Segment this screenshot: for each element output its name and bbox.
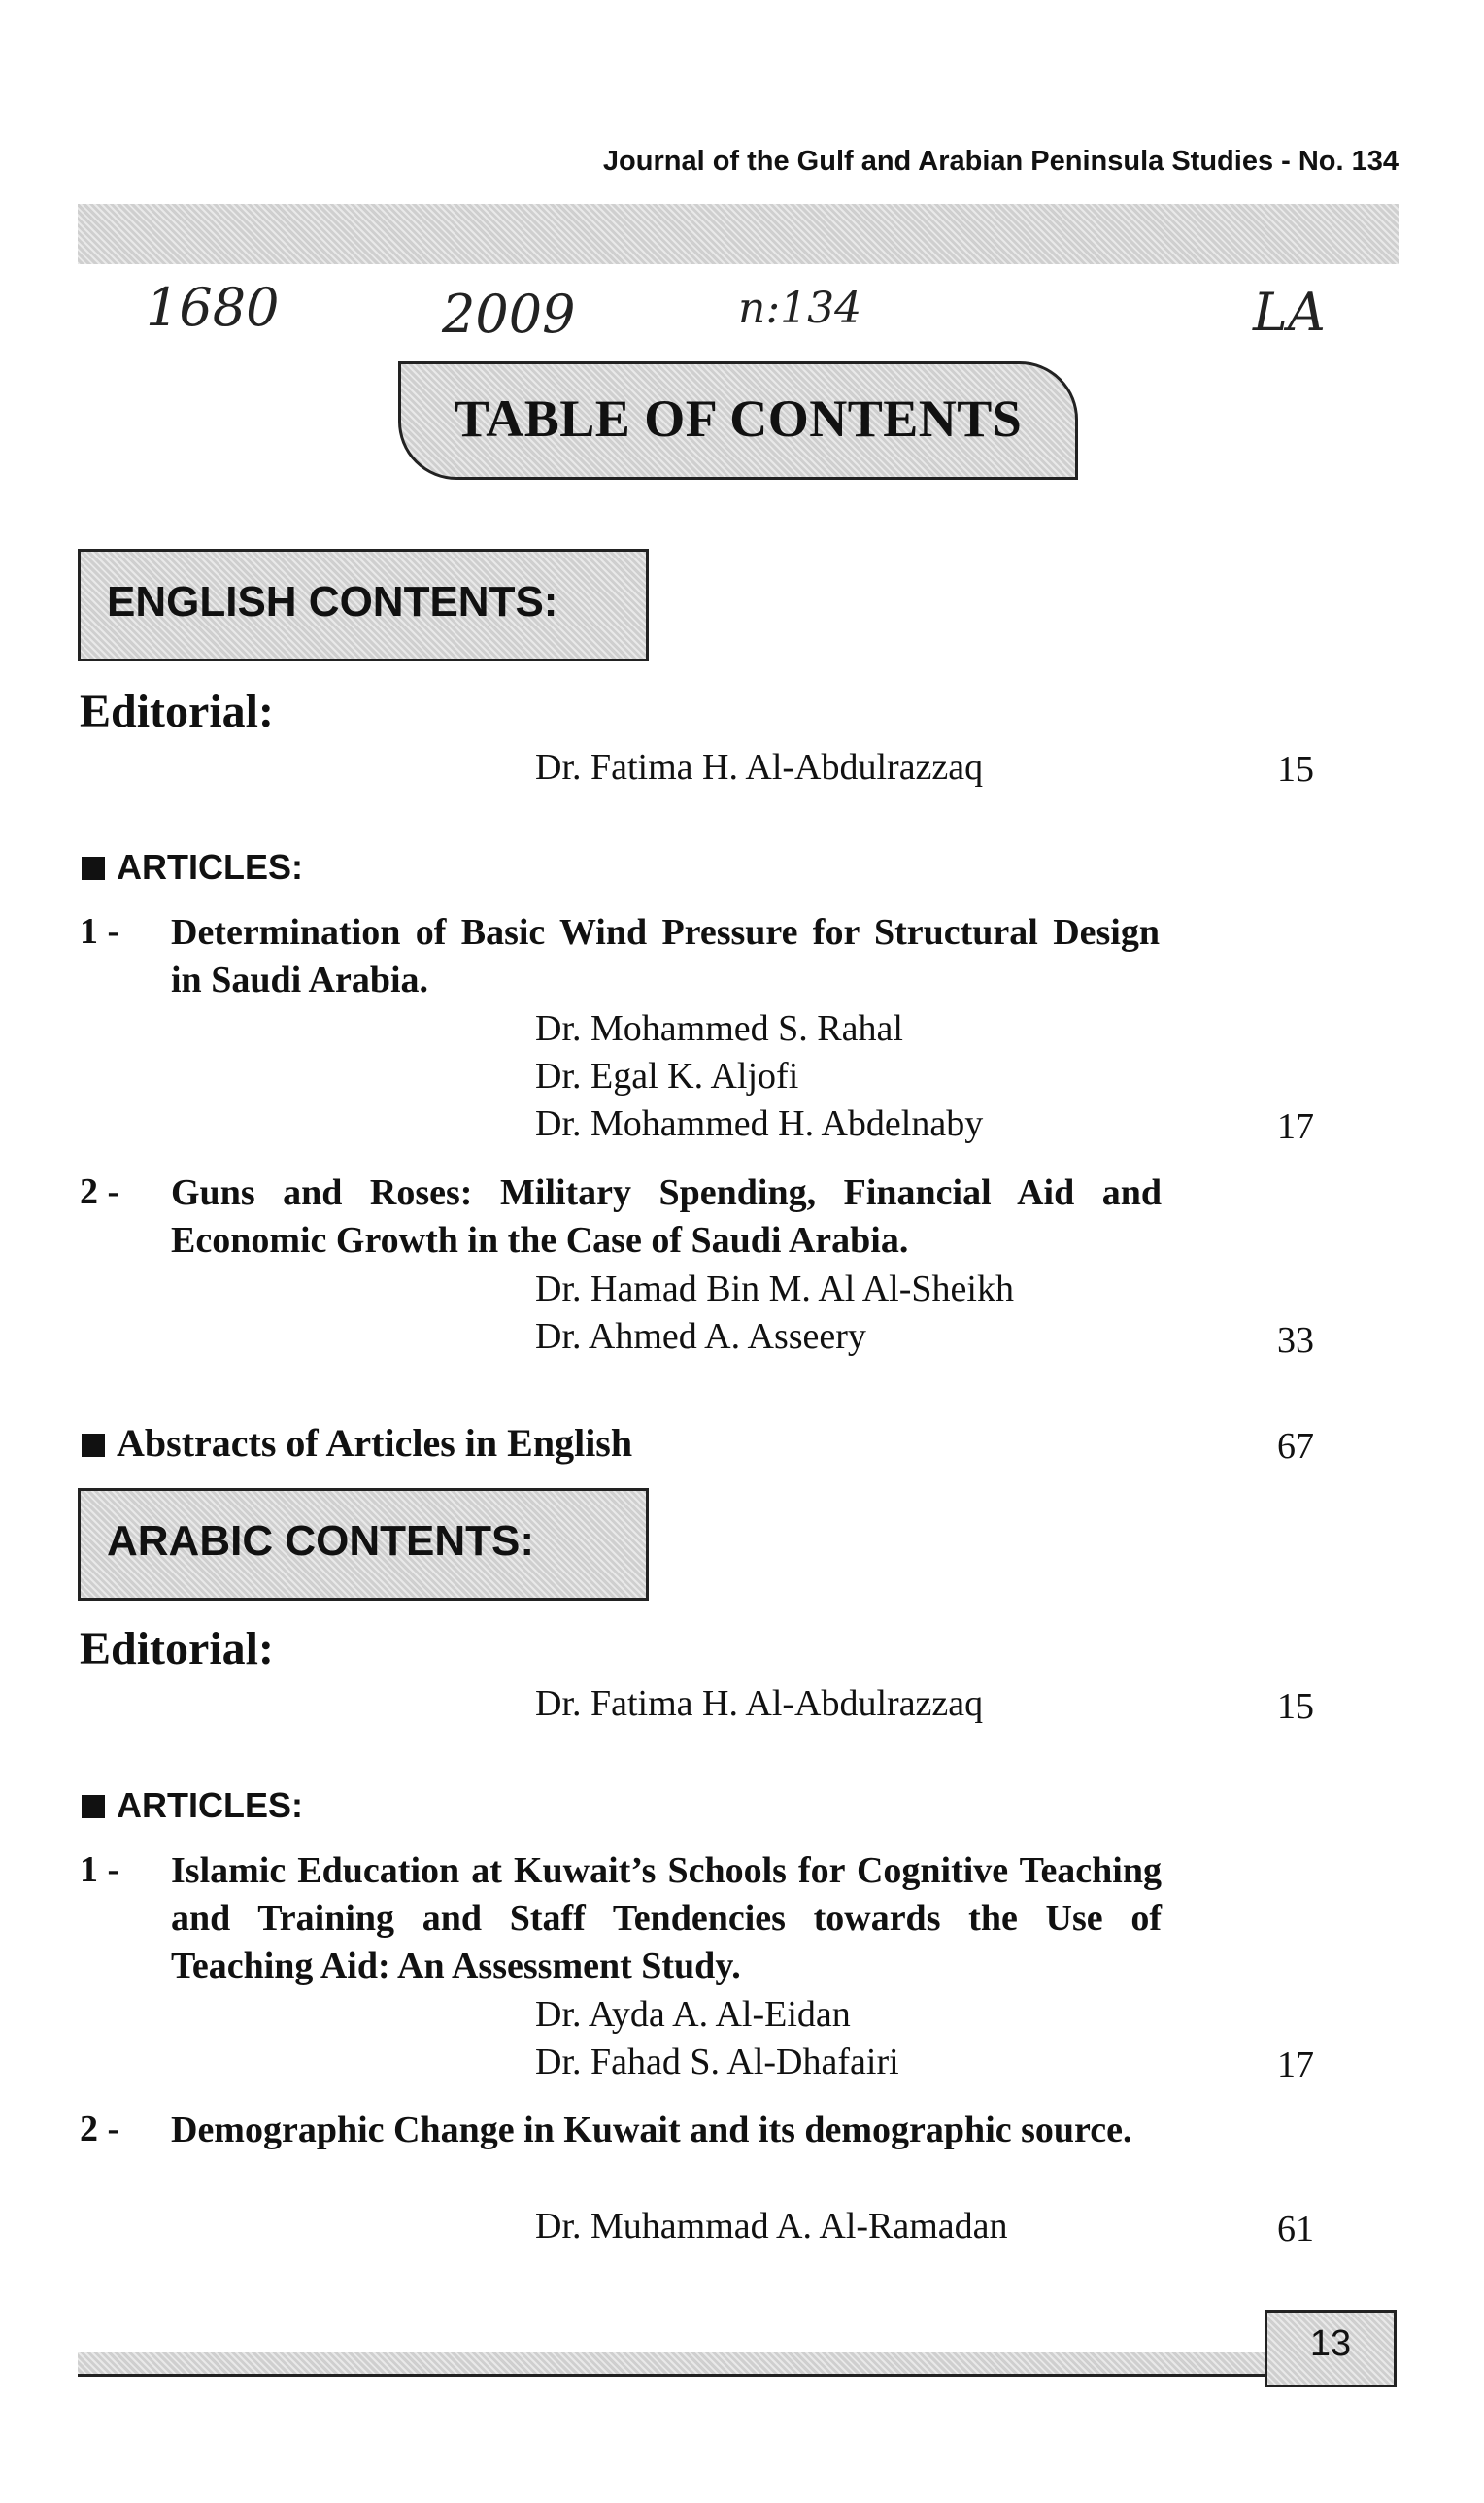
arabic-article-2-author-1: Dr. Muhammad A. Al-Ramadan	[535, 2206, 1008, 2247]
arabic-articles-heading: ARTICLES:	[82, 1785, 303, 1826]
english-article-1-author-1: Dr. Mohammed S. Rahal	[535, 1008, 903, 1049]
handwritten-note-4: LA	[1253, 282, 1326, 343]
arabic-article-2-number: 2 -	[80, 2109, 120, 2149]
arabic-article-1-title: Islamic Education at Kuwait’s Schools for Cognitive Teaching and Training and Staff Tendencies towards the Use of Teaching Aid: An Assessment Study.	[171, 1850, 1162, 1986]
english-articles-heading: ARTICLES:	[82, 847, 303, 888]
english-article-1-page: 17	[1277, 1106, 1314, 1147]
page-title: TABLE OF CONTENTS	[454, 389, 1023, 448]
handwritten-note-3: n:134	[738, 284, 862, 333]
arabic-article-1-author-1: Dr. Ayda A. Al-Eidan	[535, 1994, 851, 2035]
handwritten-note-2: 2009	[442, 284, 576, 345]
english-article-2-title: Guns and Roses: Military Spending, Financial Aid and Economic Growth in the Case of Saudi Arabia.	[171, 1172, 1162, 1261]
footer-rule	[78, 2374, 1265, 2377]
footer-band	[78, 2352, 1265, 2374]
english-article-1-author-2: Dr. Egal K. Aljofi	[535, 1056, 799, 1097]
english-article-1-author-3: Dr. Mohammed H. Abdelnaby	[535, 1103, 984, 1144]
english-article-2-number: 2 -	[80, 1171, 120, 1212]
english-editorial-author: Dr. Fatima H. Al-Abdulrazzaq	[535, 747, 984, 788]
english-article-1-title: Determination of Basic Wind Pressure for Structural Design in Saudi Arabia.	[171, 912, 1160, 1000]
english-article-2-author-1: Dr. Hamad Bin M. Al Al-Sheikh	[535, 1268, 1014, 1309]
arabic-editorial-label: Editorial:	[80, 1623, 274, 1674]
arabic-article-2-title: Demographic Change in Kuwait and its demographic source.	[171, 2110, 1132, 2150]
abstracts-entry: Abstracts of Articles in English	[82, 1420, 632, 1466]
english-editorial-page: 15	[1277, 749, 1314, 790]
arabic-article-2-page: 61	[1277, 2209, 1314, 2249]
bullet-square-icon	[82, 1795, 105, 1818]
arabic-article-1-page: 17	[1277, 2045, 1314, 2085]
english-article-2-author-2: Dr. Ahmed A. Asseery	[535, 1316, 866, 1357]
handwritten-note-1: 1680	[146, 277, 280, 338]
bullet-square-icon	[82, 857, 105, 880]
arabic-editorial-page: 15	[1277, 1686, 1314, 1727]
page-number: 13	[1309, 2323, 1352, 2364]
running-header: Journal of the Gulf and Arabian Peninsula Studies - No. 134	[602, 146, 1399, 177]
arabic-article-1-number: 1 -	[80, 1849, 120, 1890]
bullet-square-icon	[82, 1434, 105, 1457]
header-band	[78, 204, 1399, 264]
english-editorial-label: Editorial:	[80, 686, 274, 737]
english-article-1-number: 1 -	[80, 911, 120, 952]
arabic-editorial-author: Dr. Fatima H. Al-Abdulrazzaq	[535, 1683, 984, 1724]
abstracts-page: 67	[1277, 1426, 1314, 1467]
english-contents-heading: ENGLISH CONTENTS:	[107, 578, 558, 626]
arabic-contents-heading: ARABIC CONTENTS:	[107, 1517, 534, 1565]
arabic-article-1-author-2: Dr. Fahad S. Al-Dhafairi	[535, 2042, 899, 2082]
english-article-2-page: 33	[1277, 1320, 1314, 1361]
